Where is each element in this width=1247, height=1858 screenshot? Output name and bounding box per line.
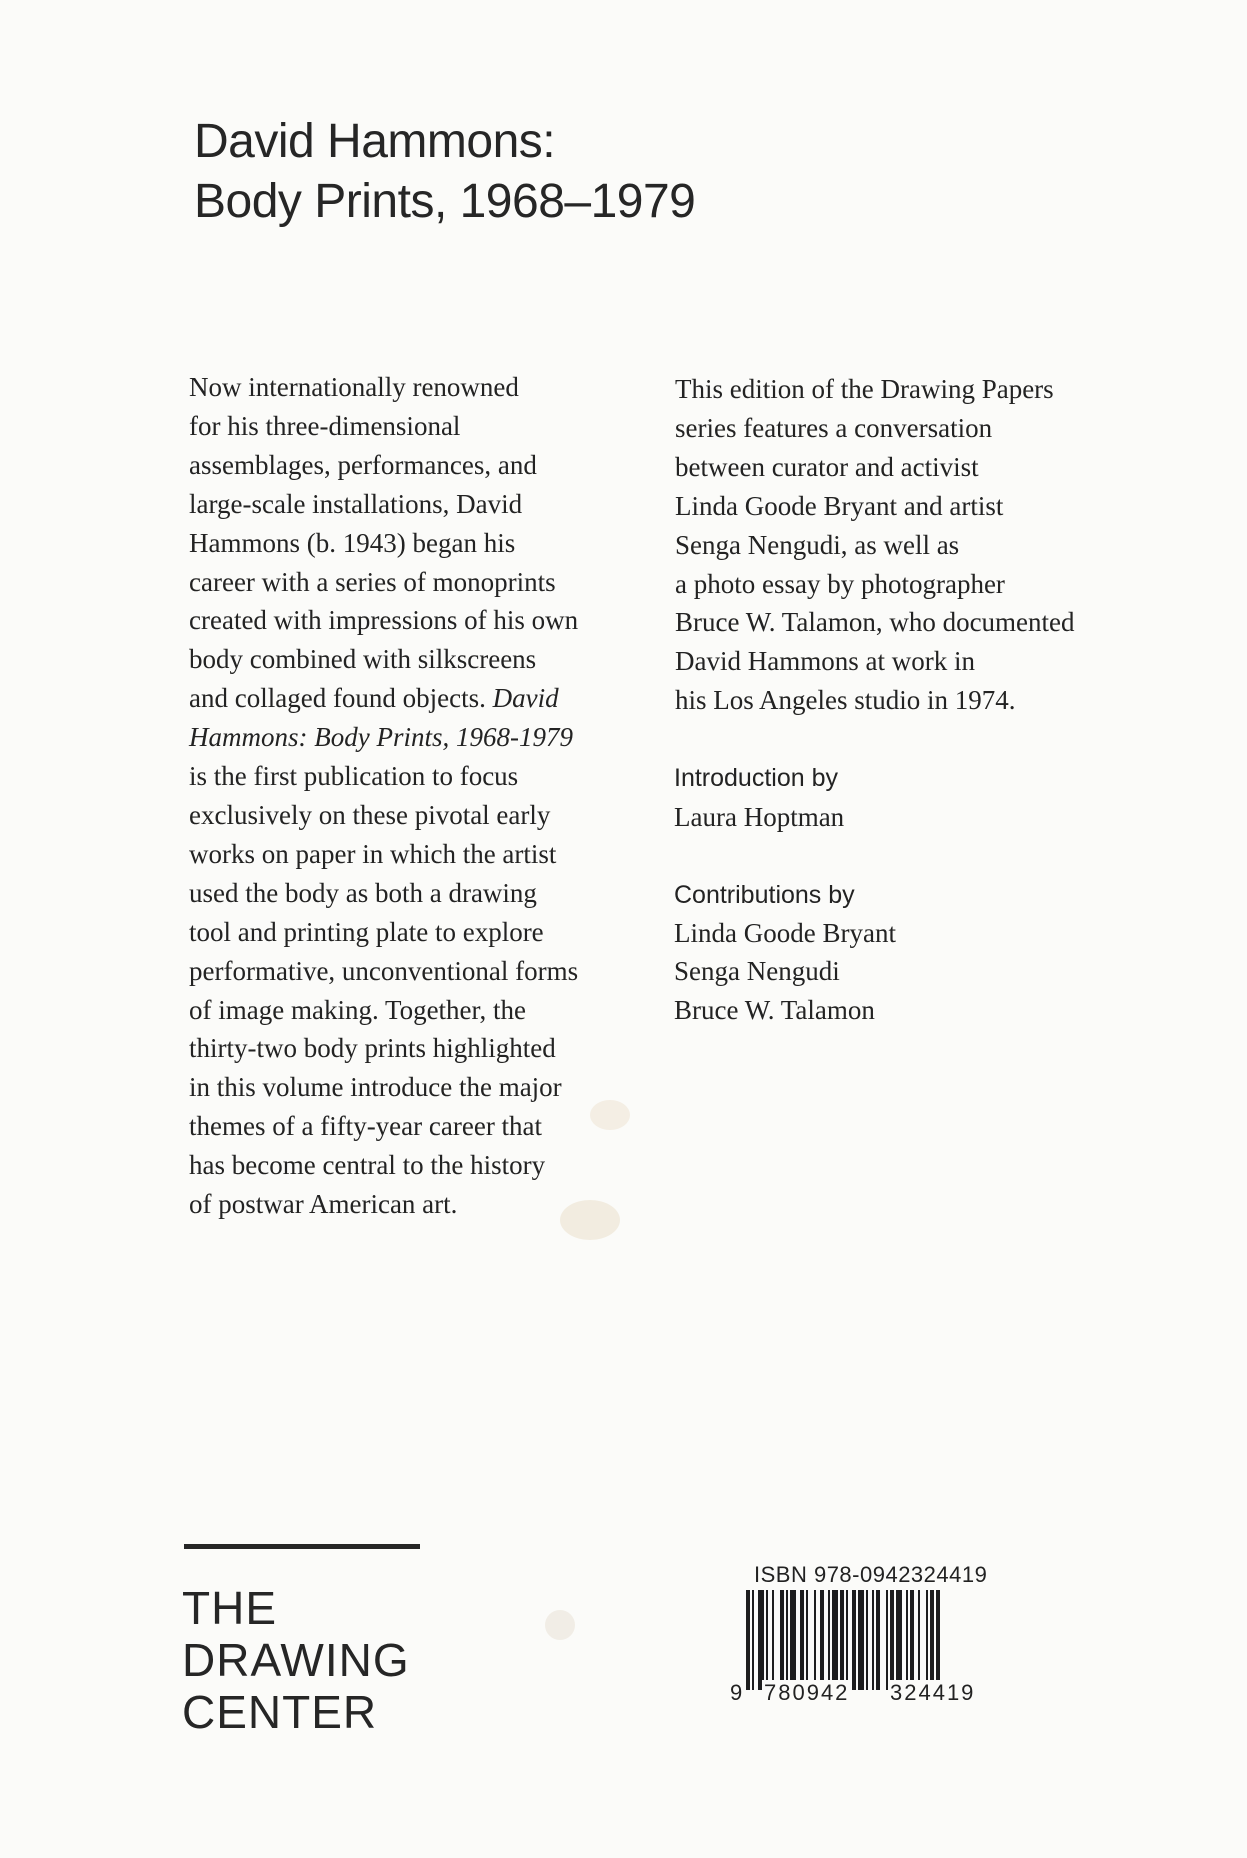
contributor-name: Linda Goode Bryant xyxy=(674,918,896,948)
description-column xyxy=(189,368,659,1224)
barcode-bar xyxy=(886,1590,888,1690)
description-line: has become central to the history xyxy=(189,1150,546,1181)
description-line: is the first publication to focus xyxy=(189,761,519,792)
barcode-bar xyxy=(820,1590,824,1690)
description-line xyxy=(189,679,659,718)
description-line: career with a series of monoprints xyxy=(189,566,556,597)
introduction-label: Introduction by xyxy=(674,764,838,792)
edition-line: Linda Goode Bryant and artist xyxy=(675,490,1004,521)
barcode-digits-right: 324419 xyxy=(890,1680,976,1705)
logo-rule xyxy=(184,1544,420,1549)
barcode-bar xyxy=(876,1590,880,1690)
book-title-italic: Hammons: Body Prints, 1968-1979 xyxy=(189,722,573,753)
edition-line: This edition of the Drawing Papers xyxy=(675,374,1054,404)
edition-line: Senga Nengudi, as well as xyxy=(675,529,960,560)
description-line: themes of a fifty-year career that xyxy=(189,1111,543,1142)
book-title xyxy=(194,112,695,232)
barcode-bar xyxy=(832,1590,838,1690)
barcode-bar xyxy=(752,1590,754,1690)
book-title-italic: David xyxy=(492,683,559,714)
introduction-name: Laura Hoptman xyxy=(674,802,845,832)
description-line: assemblages, performances, and xyxy=(189,449,537,480)
barcode-bar xyxy=(910,1590,914,1690)
description-line: tool and printing plate to explore xyxy=(189,916,544,947)
barcode-bar xyxy=(746,1590,750,1690)
description-line: created with impressions of his own xyxy=(189,605,579,636)
barcode-bar xyxy=(806,1590,808,1690)
edition-line: between curator and activist xyxy=(675,451,979,482)
logo-line: DRAWING xyxy=(182,1634,410,1686)
barcode-bar xyxy=(780,1590,784,1690)
barcode-bar xyxy=(790,1590,796,1690)
edition-column xyxy=(675,370,1155,720)
barcode-bar xyxy=(766,1590,768,1690)
description-line: of postwar American art. xyxy=(189,1189,458,1220)
contributions-label: Contributions by xyxy=(674,881,855,909)
barcode-bar xyxy=(814,1590,816,1690)
barcode-icon xyxy=(746,1590,1011,1690)
barcode-bar xyxy=(852,1590,856,1690)
barcode-bar xyxy=(906,1590,908,1690)
barcode-bar xyxy=(926,1590,928,1690)
title-line-2: Body Prints, 1968–1979 xyxy=(194,175,696,228)
barcode-bar xyxy=(866,1590,868,1690)
barcode-bar xyxy=(872,1590,874,1690)
description-line: in this volume introduce the major xyxy=(189,1072,562,1103)
contributor-name: Senga Nengudi xyxy=(674,956,840,986)
barcode-bar xyxy=(890,1590,894,1690)
logo-line: CENTER xyxy=(182,1686,378,1738)
description-line: body combined with silkscreens xyxy=(189,644,537,675)
edition-line: Bruce W. Talamon, who documented xyxy=(675,607,1075,638)
description-text: and collaged found objects. xyxy=(189,683,493,714)
description-line: for his three-dimensional xyxy=(189,410,461,441)
isbn-label: ISBN 978-0942324419 xyxy=(754,1562,988,1587)
edition-line: his Los Angeles studio in 1974. xyxy=(675,685,1016,716)
description-line: works on paper in which the artist xyxy=(189,838,557,869)
title-line-1: David Hammons: xyxy=(194,115,556,168)
barcode-bar xyxy=(758,1590,764,1690)
description-line: Now internationally renowned xyxy=(189,372,519,402)
description-line: performative, unconventional forms xyxy=(189,955,579,986)
publisher-logo xyxy=(182,1582,410,1738)
edition-line: series features a conversation xyxy=(675,412,993,443)
contributor-name: Bruce W. Talamon xyxy=(674,995,875,1025)
barcode-digits-left: 780942 xyxy=(764,1680,850,1705)
barcode-bar xyxy=(846,1590,848,1690)
barcode-digit-first: 9 xyxy=(730,1680,745,1705)
edition-line: a photo essay by photographer xyxy=(675,568,1005,599)
description-line: exclusively on these pivotal early xyxy=(189,799,551,830)
paper-stain xyxy=(590,1100,630,1130)
logo-line: THE xyxy=(182,1582,277,1634)
edition-line: David Hammons at work in xyxy=(675,646,975,677)
barcode-bar xyxy=(840,1590,844,1690)
description-line xyxy=(189,718,659,757)
barcode-bar xyxy=(858,1590,864,1690)
description-line: used the body as both a drawing xyxy=(189,877,537,908)
description-line: Hammons (b. 1943) began his xyxy=(189,527,516,558)
description-line: large-scale installations, David xyxy=(189,488,523,519)
barcode-bar xyxy=(936,1590,940,1690)
barcode-bar xyxy=(896,1590,902,1690)
barcode-bar xyxy=(918,1590,920,1690)
barcode-bar xyxy=(930,1590,934,1690)
paper-stain xyxy=(545,1610,575,1640)
barcode-bar xyxy=(786,1590,788,1690)
description-line: of image making. Together, the xyxy=(189,994,526,1025)
barcode-bar xyxy=(800,1590,804,1690)
barcode-bar xyxy=(772,1590,774,1690)
description-line: thirty-two body prints highlighted xyxy=(189,1033,556,1064)
paper-stain xyxy=(560,1200,620,1240)
barcode-bar xyxy=(828,1590,830,1690)
